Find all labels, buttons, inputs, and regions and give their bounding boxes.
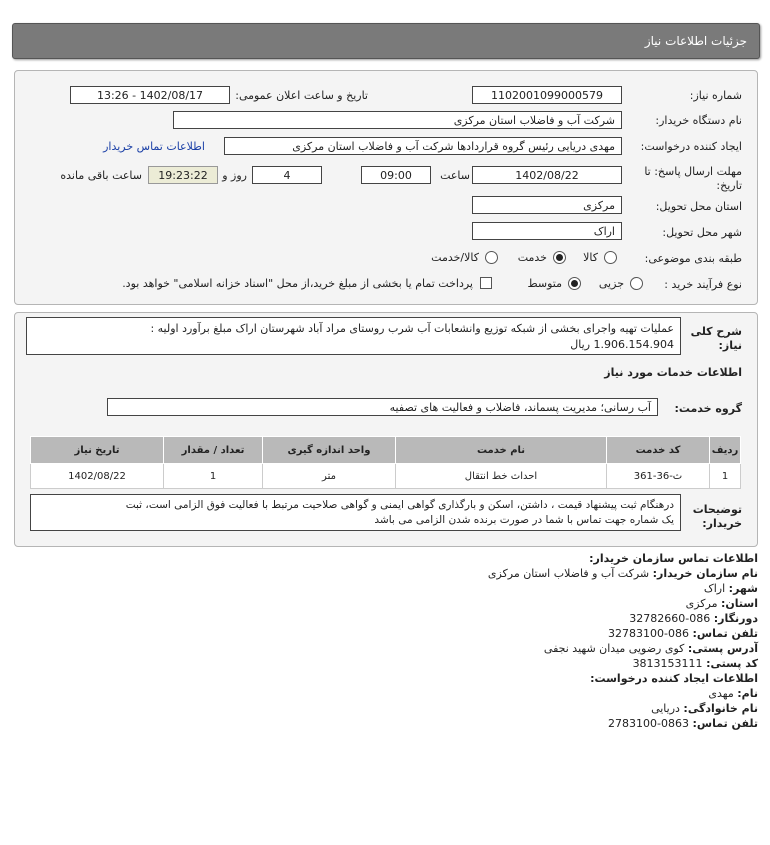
buyer-notes-line1: درهنگام ثبت پیشنهاد قیمت ، داشتن، اسکن و بارگذاری گواهی ایمنی و گواهی صلاحیت مرتبط با فعالیت فوق الزامی است، ثبت	[125, 499, 674, 511]
contact-fax: دورنگار: 086-32782660	[629, 612, 758, 625]
treasury-payment-note: پرداخت تمام یا بخشی از مبلغ خرید،از محل "اسناد خزانه اسلامی" خواهد بود.	[122, 277, 473, 290]
buyer-contact-link[interactable]: اطلاعات تماس خریدار	[103, 140, 205, 153]
deadline-date-field[interactable]: 1402/08/22	[472, 166, 622, 184]
service-name-cell: احداث خط انتقال	[396, 464, 607, 489]
buyer-notes-line2: یک شماره جهت تماس با شما در صورت برنده شدن الزامی می باشد	[374, 514, 674, 526]
services-table	[30, 436, 741, 489]
buyer-notes-label-line1: توضیحات	[692, 503, 742, 516]
city-label: شهر محل تحویل:	[662, 226, 742, 239]
province-field[interactable]: مرکزی	[472, 196, 622, 214]
services-section-title: اطلاعات خدمات مورد نیاز	[604, 366, 742, 379]
quantity-cell: 1	[164, 464, 263, 489]
need-number-field[interactable]: 1102001099000579	[472, 86, 622, 104]
service-group-label: گروه خدمت:	[674, 402, 742, 415]
remaining-time-field: 19:23:22	[148, 166, 218, 184]
column-header-unit: واحد اندازه گیری	[263, 437, 396, 464]
days-label: روز و	[222, 169, 247, 182]
description-box	[26, 317, 681, 355]
category-radio-service[interactable]	[553, 251, 566, 264]
process-option-medium: متوسط	[527, 277, 562, 290]
process-radio-medium[interactable]	[568, 277, 581, 290]
deadline-time-label: ساعت	[440, 169, 470, 182]
category-radio-goods-service[interactable]	[485, 251, 498, 264]
contact-phone: تلفن تماس: 086-32783100	[608, 627, 758, 640]
description-label-line2: نیاز:	[718, 339, 742, 352]
row-number-cell: 1	[710, 464, 741, 489]
announce-date-label: تاریخ و ساعت اعلان عمومی:	[235, 89, 368, 102]
process-radio-minor[interactable]	[630, 277, 643, 290]
category-radio-goods[interactable]	[604, 251, 617, 264]
page-header	[12, 23, 760, 59]
need-number-label: شماره نیاز:	[689, 89, 742, 102]
process-type-label: نوع فرآیند خرید :	[664, 278, 742, 291]
province-label: استان محل تحویل:	[655, 200, 742, 213]
service-group-field[interactable]: آب رسانی؛ مدیریت پسماند، فاضلاب و فعالیت های تصفیه	[107, 398, 658, 416]
remaining-time-label: ساعت باقی مانده	[60, 169, 142, 182]
creator-last-name: نام خانوادگی: دریایی	[651, 702, 758, 715]
buyer-org-label: نام دستگاه خریدار:	[655, 114, 742, 127]
deadline-time-field[interactable]: 09:00	[361, 166, 431, 184]
category-option-goods-service: کالا/خدمت	[431, 251, 479, 264]
contact-org: نام سازمان خریدار: شرکت آب و فاضلاب استان مرکزی	[487, 567, 758, 580]
request-details-panel	[14, 70, 758, 305]
services-table-header	[31, 437, 741, 464]
buyer-notes-label-line2: خریدار:	[702, 517, 742, 530]
announce-date-field[interactable]: 1402/08/17 - 13:26	[70, 86, 230, 104]
column-header-date: تاریخ نیاز	[31, 437, 164, 464]
creator-section-title: اطلاعات ایجاد کننده درخواست:	[590, 672, 758, 685]
page-title: جزئیات اطلاعات نیاز	[644, 34, 747, 48]
unit-cell: متر	[263, 464, 396, 489]
creator-field[interactable]: مهدی دریایی رئیس گروه قراردادها شرکت آب و فاضلاب استان مرکزی	[224, 137, 622, 155]
column-header-row: ردیف	[710, 437, 741, 464]
contact-postal-code: کد پستی: 3813153111	[632, 657, 758, 670]
description-label-line1: شرح کلی	[690, 325, 742, 338]
deadline-label-line2: تاریخ:	[716, 179, 742, 192]
column-header-quantity: تعداد / مقدار	[164, 437, 263, 464]
buyer-org-field[interactable]: شرکت آب و فاضلاب استان مرکزی	[173, 111, 622, 129]
creator-label: ایجاد کننده درخواست:	[640, 140, 742, 153]
column-header-name: نام خدمت	[396, 437, 607, 464]
creator-phone: تلفن تماس: 0863-2783100	[608, 717, 758, 730]
contact-address: آدرس پستی: کوی رضویی میدان شهید نجفی	[543, 642, 758, 655]
days-remaining-field: 4	[252, 166, 322, 184]
contact-section-title: اطلاعات تماس سازمان خریدار:	[589, 552, 758, 565]
process-option-minor: جزیی	[598, 277, 624, 290]
creator-first-name: نام: مهدی	[708, 687, 758, 700]
buyer-notes-box	[30, 494, 681, 531]
service-code-cell: ث-36-361	[607, 464, 710, 489]
city-field[interactable]: اراک	[472, 222, 622, 240]
deadline-label-line1: مهلت ارسال پاسخ: تا	[644, 165, 742, 178]
contact-city: شهر: اراک	[703, 582, 758, 595]
category-label: طبقه بندی موضوعی:	[644, 252, 742, 265]
category-option-goods: کالا	[583, 251, 598, 264]
table-row	[31, 464, 741, 489]
description-text-line2: 1.906.154.904 ریال	[570, 338, 674, 351]
description-text-line1: عملیات تهیه واجرای بخشی از شبکه توزیع وانشعابات آب شرب روستای مراد آباد شهرستان اراک مبلغ برآورد اولیه :	[150, 322, 674, 335]
column-header-code: کد خدمت	[607, 437, 710, 464]
category-option-service: خدمت	[517, 251, 547, 264]
treasury-payment-checkbox[interactable]	[480, 277, 492, 289]
need-date-cell: 1402/08/22	[31, 464, 164, 489]
contact-province: استان: مرکزی	[685, 597, 758, 610]
